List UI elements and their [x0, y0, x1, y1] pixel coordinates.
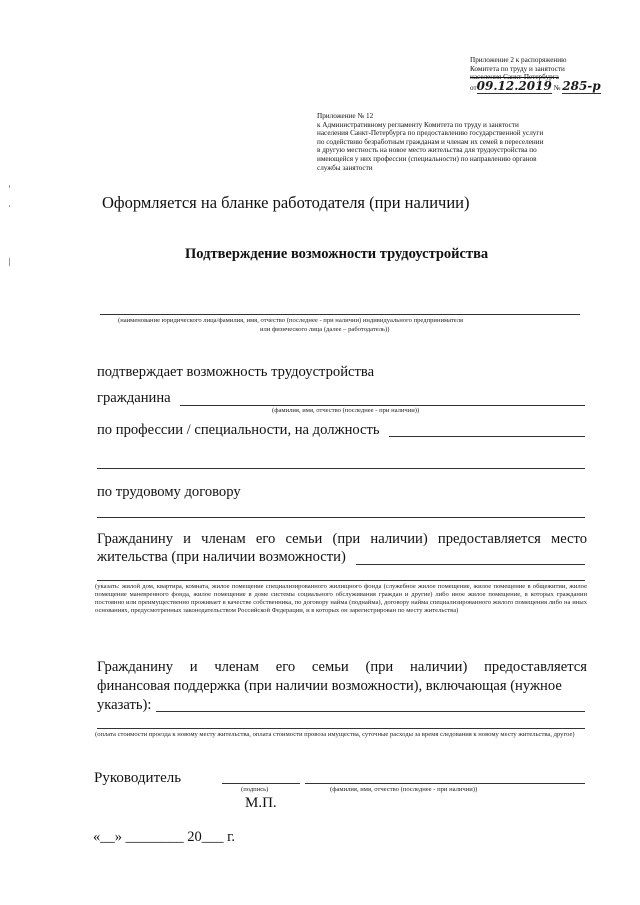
- handwritten-date: 09.12.2019: [476, 78, 552, 93]
- appendix-line: к Административному регламенту Комитета по труду и занятости: [317, 120, 519, 129]
- handwritten-number: 285-р: [562, 78, 601, 93]
- scan-mark: [9, 258, 10, 266]
- scan-mark: [9, 185, 10, 188]
- page-title: Подтверждение возможности трудоустройства: [185, 246, 489, 262]
- appendix-line: Приложение № 12: [317, 112, 374, 120]
- profession-field-continued[interactable]: [97, 468, 585, 469]
- stamp-date-row: [470, 78, 620, 93]
- appendix-line: по содействию безработным гражданам и членам их семей в переселении: [317, 137, 544, 146]
- housing-field-continued[interactable]: [97, 580, 585, 581]
- contract-label: по трудовому договору: [97, 484, 241, 500]
- support-field-continued[interactable]: [97, 728, 585, 729]
- appendix-block: [317, 112, 607, 172]
- support-field[interactable]: [156, 711, 585, 712]
- citizen-name-field[interactable]: [180, 405, 585, 406]
- contract-field[interactable]: [97, 517, 585, 518]
- date-line[interactable]: «__» ________ 20___ г.: [93, 829, 236, 845]
- housing-text-line2: жительства (при наличии возможности): [97, 549, 346, 565]
- housing-caption: (указать: жилой дом, квартира, комната, жилое помещение специализированного жилищного фонда (служебное жилое помещение, жилое помещение в общежитии, жилое помещение маневренного фонда, жилое помещение в доме системы социального обслуживания граждан и другие) либо иное жилое помещение, в которых гражданин постоянно или преимущественно проживает в качестве собственника, по договору найма (поднайма), договору найма специализированного жилого помещения либо на иных основаниях, предусмотренных законодательством Российской Федерации, и в которых он зарегистрирован по месту жительства): [95, 583, 587, 614]
- support-text-line2: финансовая поддержка (при наличии возможности), включающая (нужное: [97, 678, 562, 694]
- confirms-text: подтверждает возможность трудоустройства: [97, 364, 375, 380]
- employer-field[interactable]: [100, 314, 580, 315]
- employer-caption: или физического лица (далее – работодатель)): [260, 326, 390, 333]
- head-label: Руководитель: [94, 770, 182, 786]
- scan-mark: [9, 205, 10, 207]
- seal-mark: М.П.: [245, 795, 277, 811]
- signature-caption: (подпись): [241, 786, 269, 793]
- citizen-caption: (фамилия, имя, отчество (последнее - при наличии)): [272, 407, 420, 414]
- profession-label: по профессии / специальности, на должность: [97, 422, 380, 438]
- stamp-line: Комитета по труду и занятости: [470, 64, 565, 73]
- stamp-line: населения Санкт-Петербурга: [470, 73, 559, 82]
- appendix-line: в другую местность на новое место жительства для трудоустройства по: [317, 146, 537, 155]
- housing-text-line1: Гражданину и членам его семьи (при наличии) предоставляется место: [97, 531, 587, 547]
- head-name-field[interactable]: [305, 783, 585, 784]
- support-text-line1: Гражданину и членам его семьи (при наличии) предоставляется: [97, 659, 587, 675]
- stamp-line: Приложение 2 к распоряжению: [470, 56, 567, 64]
- name-caption: (фамилия, имя, отчество (последнее - при наличии)): [330, 786, 478, 793]
- signature-field[interactable]: [222, 783, 300, 784]
- stamp-from: от: [470, 83, 477, 92]
- order-stamp: [470, 56, 620, 92]
- appendix-line: населения Санкт-Петербурга по предоставлению государственной услуги: [317, 129, 544, 138]
- citizen-label: гражданина: [97, 390, 171, 406]
- employer-caption: (наименование юридического лица/фамилия, имя, отчество (последнее - при наличии) индивидуального предпринимателя: [118, 317, 464, 324]
- support-caption: (оплата стоимости проезда к новому месту жительства, оплата стоимости провоза имущества, суточные расходы за время следования к новому месту жительства, другое): [95, 731, 575, 738]
- stamp-number-prefix: №: [553, 83, 561, 92]
- support-text-line3: указать):: [97, 697, 152, 713]
- appendix-line: имеющейся у них профессии (специальности) по направлению органов: [317, 154, 537, 163]
- profession-field[interactable]: [389, 436, 585, 437]
- blank-note: Оформляется на бланке работодателя (при наличии): [102, 193, 470, 212]
- appendix-line: службы занятости: [317, 163, 373, 172]
- housing-field[interactable]: [356, 564, 585, 565]
